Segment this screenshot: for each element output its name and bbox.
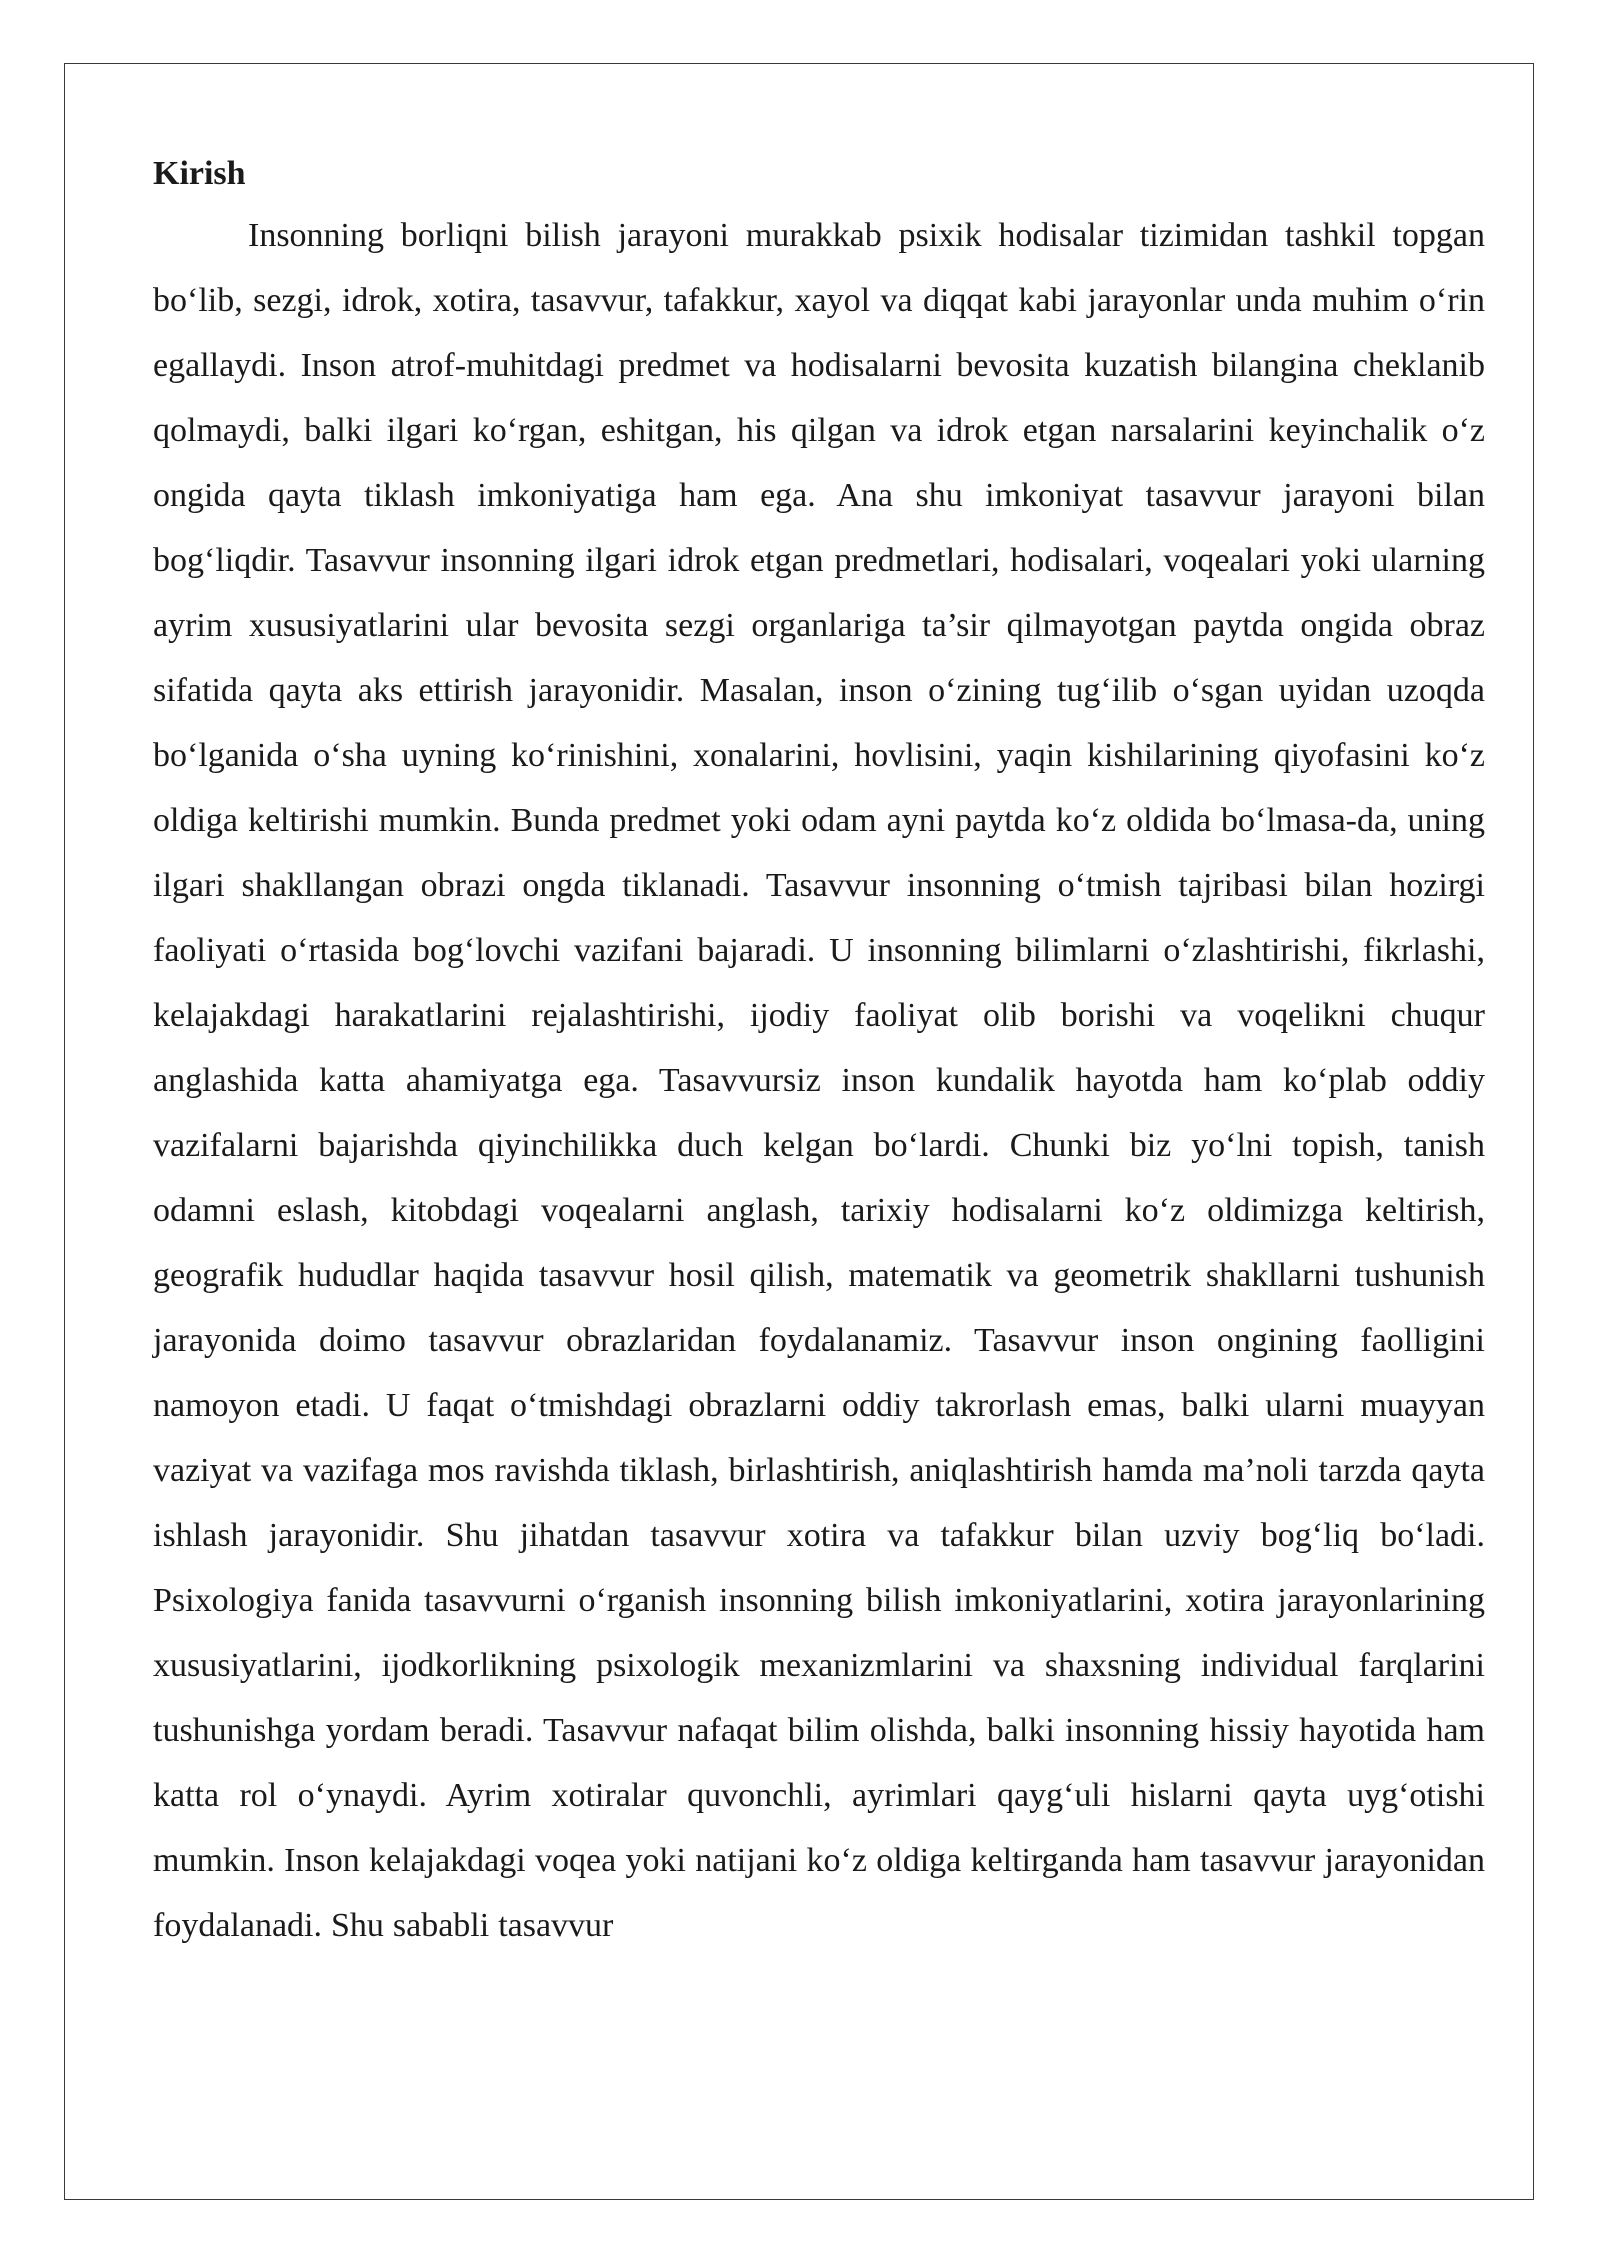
document-body	[153, 145, 1485, 1958]
body-paragraph: Insonning borliqni bilish jarayoni murakkab psixik hodisalar tizimidan tashkil topgan bo‘lib, sezgi, idrok, xotira, tasavvur, tafakkur, xayol va diqqat kabi jarayonlar unda muhim o‘rin egallaydi. Inson atrof-muhitdagi predmet va hodisalarni bevosita kuzatish bilangina cheklanib qolmaydi, balki ilgari ko‘rgan, eshitgan, his qilgan va idrok etgan narsalarini keyinchalik o‘z ongida qayta tiklash imkoniyatiga ham ega. Ana shu imkoniyat tasavvur jarayoni bilan bog‘liqdir. Tasavvur insonning ilgari idrok etgan predmetlari, hodisalari, voqealari yoki ularning ayrim xususiyatlarini ular bevosita sezgi organlariga ta’sir qilmayotgan paytda ongida obraz sifatida qayta aks ettirish jarayonidir. Masalan, inson o‘zining tug‘ilib o‘sgan uyidan uzoqda bo‘lganida o‘sha uyning ko‘rinishini, xonalarini, hovlisini, yaqin kishilarining qiyofasini ko‘z oldiga keltirishi mumkin. Bunda predmet yoki odam ayni paytda ko‘z oldida bo‘lmasa-da, uning ilgari shakllangan obrazi ongda tiklanadi. Tasavvur insonning o‘tmish tajribasi bilan hozirgi faoliyati o‘rtasida bog‘lovchi vazifani bajaradi. U insonning bilimlarni o‘zlashtirishi, fikrlashi, kelajakdagi harakatlarini rejalashtirishi, ijodiy faoliyat olib borishi va voqelikni chuqur anglashida katta ahamiyatga ega. Tasavvursiz inson kundalik hayotda ham ko‘plab oddiy vazifalarni bajarishda qiyinchilikka duch kelgan bo‘lardi. Chunki biz yo‘lni topish, tanish odamni eslash, kitobdagi voqealarni anglash, tarixiy hodisalarni ko‘z oldimizga keltirish, geografik hududlar haqida tasavvur hosil qilish, matematik va geometrik shakllarni tushunish jarayonida doimo tasavvur obrazlaridan foydalanamiz. Tasavvur inson ongining faolligini namoyon etadi. U faqat o‘tmishdagi obrazlarni oddiy takrorlash emas, balki ularni muayyan vaziyat va vazifaga mos ravishda tiklash, birlashtirish, aniqlashtirish hamda ma’noli tarzda qayta ishlash jarayonidir. Shu jihatdan tasavvur xotira va tafakkur bilan uzviy bog‘liq bo‘ladi. Psixologiya fanida tasavvurni o‘rganish insonning bilish imkoniyatlarini, xotira jarayonlarining xususiyatlarini, ijodkorlikning psixologik mexanizmlarini va shaxsning individual farqlarini tushunishga yordam beradi. Tasavvur nafaqat bilim olishda, balki insonning hissiy hayotida ham katta rol o‘ynaydi. Ayrim xotiralar quvonchli, ayrimlari qayg‘uli hislarni qayta uyg‘otishi mumkin. Inson kelajakdagi voqea yoki natijani ko‘z oldiga keltirganda ham tasavvur jarayonidan foydalanadi. Shu sababli tasavvur	[153, 217, 1485, 1944]
section-heading: Kirish	[153, 155, 246, 192]
